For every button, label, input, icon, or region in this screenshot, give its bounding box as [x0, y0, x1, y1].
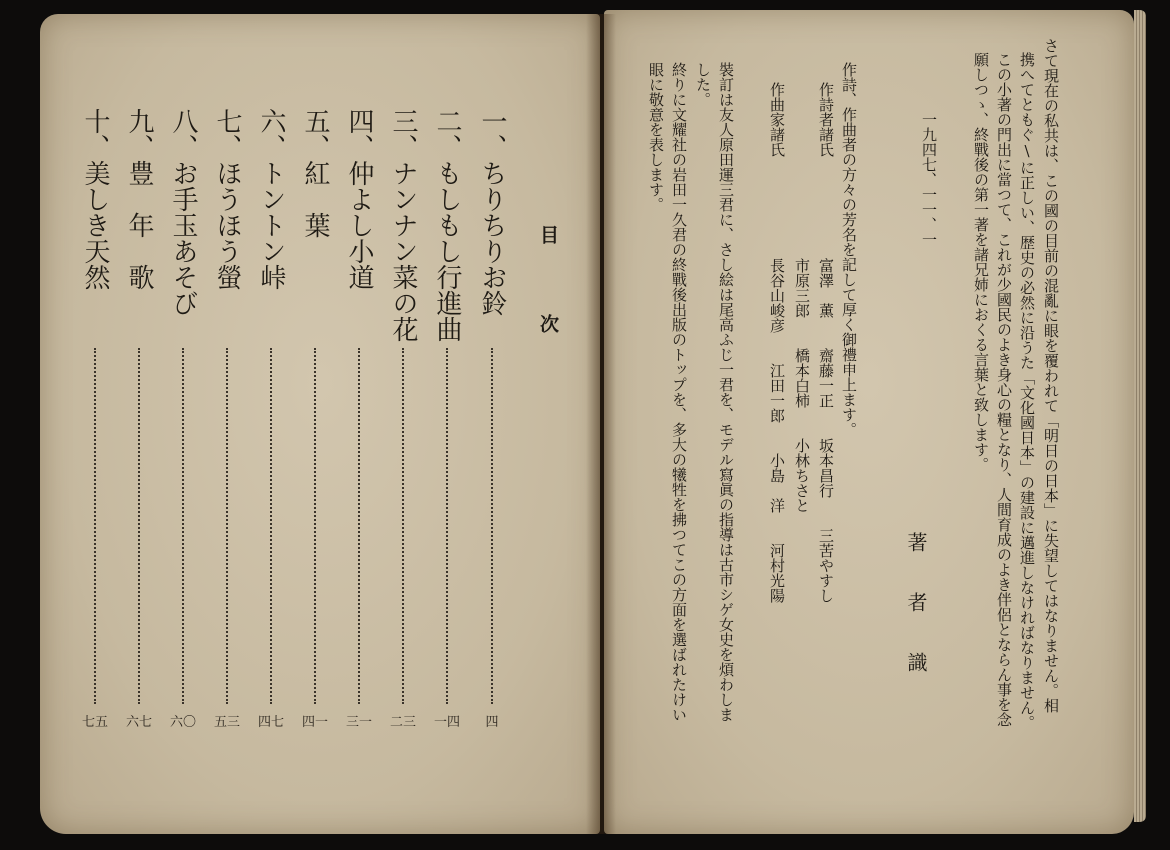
- toc-entry-page: 二三: [389, 715, 416, 730]
- toc-entry-title: 五、紅 葉: [300, 108, 330, 238]
- lyricists-row: 富澤 薫 齋藤一正 坂本昌行 三苦やすし: [817, 258, 835, 603]
- toc-leader-dots: [314, 348, 316, 704]
- toc-entry: [383, 108, 423, 748]
- preface-line: 携へてともぐ\に正しい、歴史の必然に沿うた「文化國日本」の建設に邁進しなければなりません。: [1018, 52, 1036, 730]
- toc-entry-page: 四一: [301, 715, 328, 730]
- binding-note-line: した。: [694, 62, 712, 107]
- toc-leader-dots: [491, 348, 493, 704]
- toc-heading: 目次: [537, 225, 559, 403]
- toc-entry-page: 四七: [257, 715, 284, 730]
- toc-entry-title: 八、お手玉あそび: [168, 108, 198, 316]
- preface-signature: 著 者 識: [904, 532, 928, 672]
- toc-entry-title: 二、もしもし行進曲: [432, 108, 462, 342]
- toc-entry: [339, 108, 379, 748]
- book-gutter: [586, 14, 616, 834]
- toc-entry: [75, 108, 115, 748]
- lyricists-label: 作詩者諸氏: [817, 82, 835, 157]
- closing-line: 眼に敬意を表します。: [647, 62, 665, 212]
- lyricists-row: 市原三郎 橋本白柿 小林ちさと: [793, 258, 811, 513]
- closing-line: 終りに文耀社の岩田一久君の終戰後出版のトップを、多大の犧牲を拂つてこの方面を選ばれたけい: [670, 62, 688, 722]
- binding-note-line: 裝訂は友人原田運三君に、さし絵は尾高ふじ一君を、モデル寫眞の指導は古市シゲ女史を煩わしま: [717, 62, 735, 722]
- toc-entry-page: 五三: [213, 715, 240, 730]
- preface-date: 一九四七、一一、一: [920, 112, 938, 247]
- preface-line: さて現在の私共は、この國の目前の混亂に眼を覆われて「明日の日本」に失望してはなりません。相: [1042, 38, 1060, 713]
- toc-entry-page: 六〇: [169, 715, 196, 730]
- toc-entry-title: 九、豊 年 歌: [124, 108, 154, 290]
- toc-entry-title: 六、トントン峠: [256, 108, 286, 290]
- toc-leader-dots: [182, 348, 184, 704]
- composers-label: 作曲家諸氏: [768, 82, 786, 157]
- toc-entry-page: 七五: [81, 715, 108, 730]
- toc-leader-dots: [94, 348, 96, 704]
- toc-entry-page: 一四: [433, 715, 460, 730]
- toc-entry: [427, 108, 467, 748]
- toc-entry-title: 一、ちりちりお鈴: [477, 108, 507, 316]
- credits-intro: 作詩、作曲者の方々の芳名を記して厚く御禮申上ます。: [840, 62, 858, 437]
- toc-leader-dots: [226, 348, 228, 704]
- toc-entry: [207, 108, 247, 748]
- toc-leader-dots: [446, 348, 448, 704]
- toc-leader-dots: [270, 348, 272, 704]
- preface-line: この小著の門出に當つて、これが少國民のよき身心の糧となり、人間育成のよき伴侶とならん事を念: [995, 52, 1013, 727]
- toc-entry-page: 四: [485, 715, 499, 730]
- page-edges: [1134, 10, 1146, 822]
- toc-entry: [251, 108, 291, 748]
- toc-entry-title: 十、美しき天然: [80, 108, 110, 290]
- toc-entry: [163, 108, 203, 748]
- toc-leader-dots: [402, 348, 404, 704]
- toc-leader-dots: [358, 348, 360, 704]
- toc-entry: [472, 108, 512, 748]
- toc-entry-title: 四、仲よし小道: [344, 108, 374, 290]
- toc-entry: [119, 108, 159, 748]
- toc-entry-title: 七、ほうほう螢: [212, 108, 242, 290]
- toc-entry: [295, 108, 335, 748]
- toc-entry-page: 六七: [125, 715, 152, 730]
- composers-row: 長谷山峻彦 江田一郎 小島 洋 河村光陽: [768, 258, 786, 603]
- toc-entry-page: 三一: [345, 715, 372, 730]
- toc-leader-dots: [138, 348, 140, 704]
- preface-line: 願しつゝ、終戰後の第一著を諸兄姉におくる言葉と致します。: [972, 52, 990, 472]
- toc-entry-title: 三、ナンナン菜の花: [388, 108, 418, 342]
